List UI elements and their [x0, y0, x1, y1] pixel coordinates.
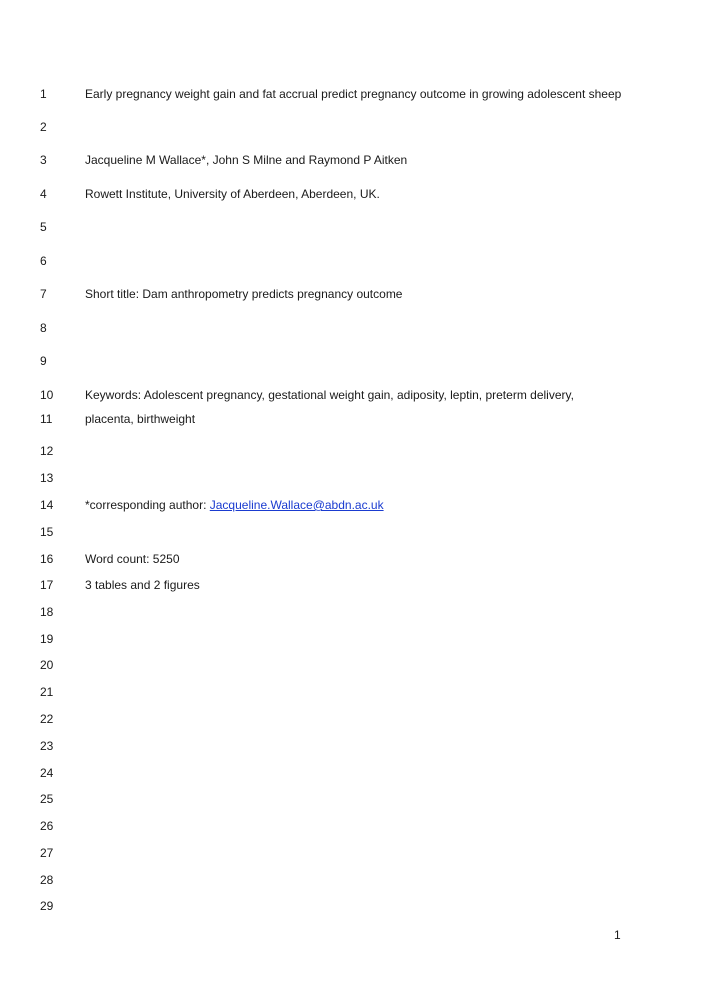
line-number: 23: [40, 739, 54, 753]
word-count: Word count: 5250: [85, 552, 180, 566]
affiliation: Rowett Institute, University of Aberdeen, Aberdeen, UK.: [85, 187, 380, 201]
line-14: [0, 497, 707, 513]
line-9: [0, 353, 707, 369]
line-number: 17: [40, 578, 54, 592]
short-title: Short title: Dam anthropometry predicts pregnancy outcome: [85, 287, 403, 301]
line-number: 27: [40, 846, 54, 860]
line-number: 10: [40, 388, 54, 402]
line-number: 9: [40, 354, 47, 368]
line-25: [0, 791, 707, 807]
line-3: [0, 152, 707, 168]
corresponding-author-label: *corresponding author:: [85, 498, 210, 512]
line-6: [0, 253, 707, 269]
line-number: 25: [40, 792, 54, 806]
line-27: [0, 845, 707, 861]
line-number: 18: [40, 605, 54, 619]
line-number: 19: [40, 632, 54, 646]
line-number: 20: [40, 658, 54, 672]
tables-figures-count: 3 tables and 2 figures: [85, 578, 200, 592]
line-21: [0, 684, 707, 700]
line-number: 8: [40, 321, 47, 335]
line-16: [0, 551, 707, 567]
line-number: 1: [40, 87, 47, 101]
line-29: [0, 898, 707, 914]
corresponding-author: [85, 497, 384, 513]
article-title: Early pregnancy weight gain and fat accrual predict pregnancy outcome in growing adolescent sheep: [85, 87, 622, 101]
line-15: [0, 524, 707, 540]
line-22: [0, 711, 707, 727]
keywords-line-1: Keywords: Adolescent pregnancy, gestational weight gain, adiposity, leptin, preterm delivery,: [85, 388, 574, 402]
line-26: [0, 818, 707, 834]
line-23: [0, 738, 707, 754]
line-17: [0, 577, 707, 593]
line-number: 12: [40, 444, 54, 458]
page-number: 1: [614, 928, 621, 942]
line-8: [0, 320, 707, 336]
line-number: 3: [40, 153, 47, 167]
line-19: [0, 631, 707, 647]
line-number: 28: [40, 873, 54, 887]
line-number: 16: [40, 552, 54, 566]
line-7: [0, 286, 707, 302]
line-number: 13: [40, 471, 54, 485]
line-number: 2: [40, 120, 47, 134]
line-28: [0, 872, 707, 888]
line-number: 15: [40, 525, 54, 539]
keywords-line-2: placenta, birthweight: [85, 412, 196, 426]
line-4: [0, 186, 707, 202]
line-13: [0, 470, 707, 486]
line-18: [0, 604, 707, 620]
line-10: [0, 387, 707, 403]
line-number: 21: [40, 685, 54, 699]
line-number: 6: [40, 254, 47, 268]
line-11: [0, 411, 707, 427]
author-email-link[interactable]: Jacqueline.Wallace@abdn.ac.uk: [209, 498, 384, 512]
line-number: 26: [40, 819, 54, 833]
line-number: 4: [40, 187, 47, 201]
line-20: [0, 657, 707, 673]
line-24: [0, 765, 707, 781]
line-12: [0, 443, 707, 459]
line-number: 11: [40, 412, 53, 426]
line-number: 7: [40, 287, 47, 301]
line-5: [0, 219, 707, 235]
line-2: [0, 119, 707, 135]
line-number: 24: [40, 766, 54, 780]
authors: Jacqueline M Wallace*, John S Milne and Raymond P Aitken: [85, 153, 408, 167]
line-number: 14: [40, 498, 54, 512]
line-number: 5: [40, 220, 47, 234]
line-number: 29: [40, 899, 54, 913]
line-number: 22: [40, 712, 54, 726]
line-1: [0, 86, 707, 102]
